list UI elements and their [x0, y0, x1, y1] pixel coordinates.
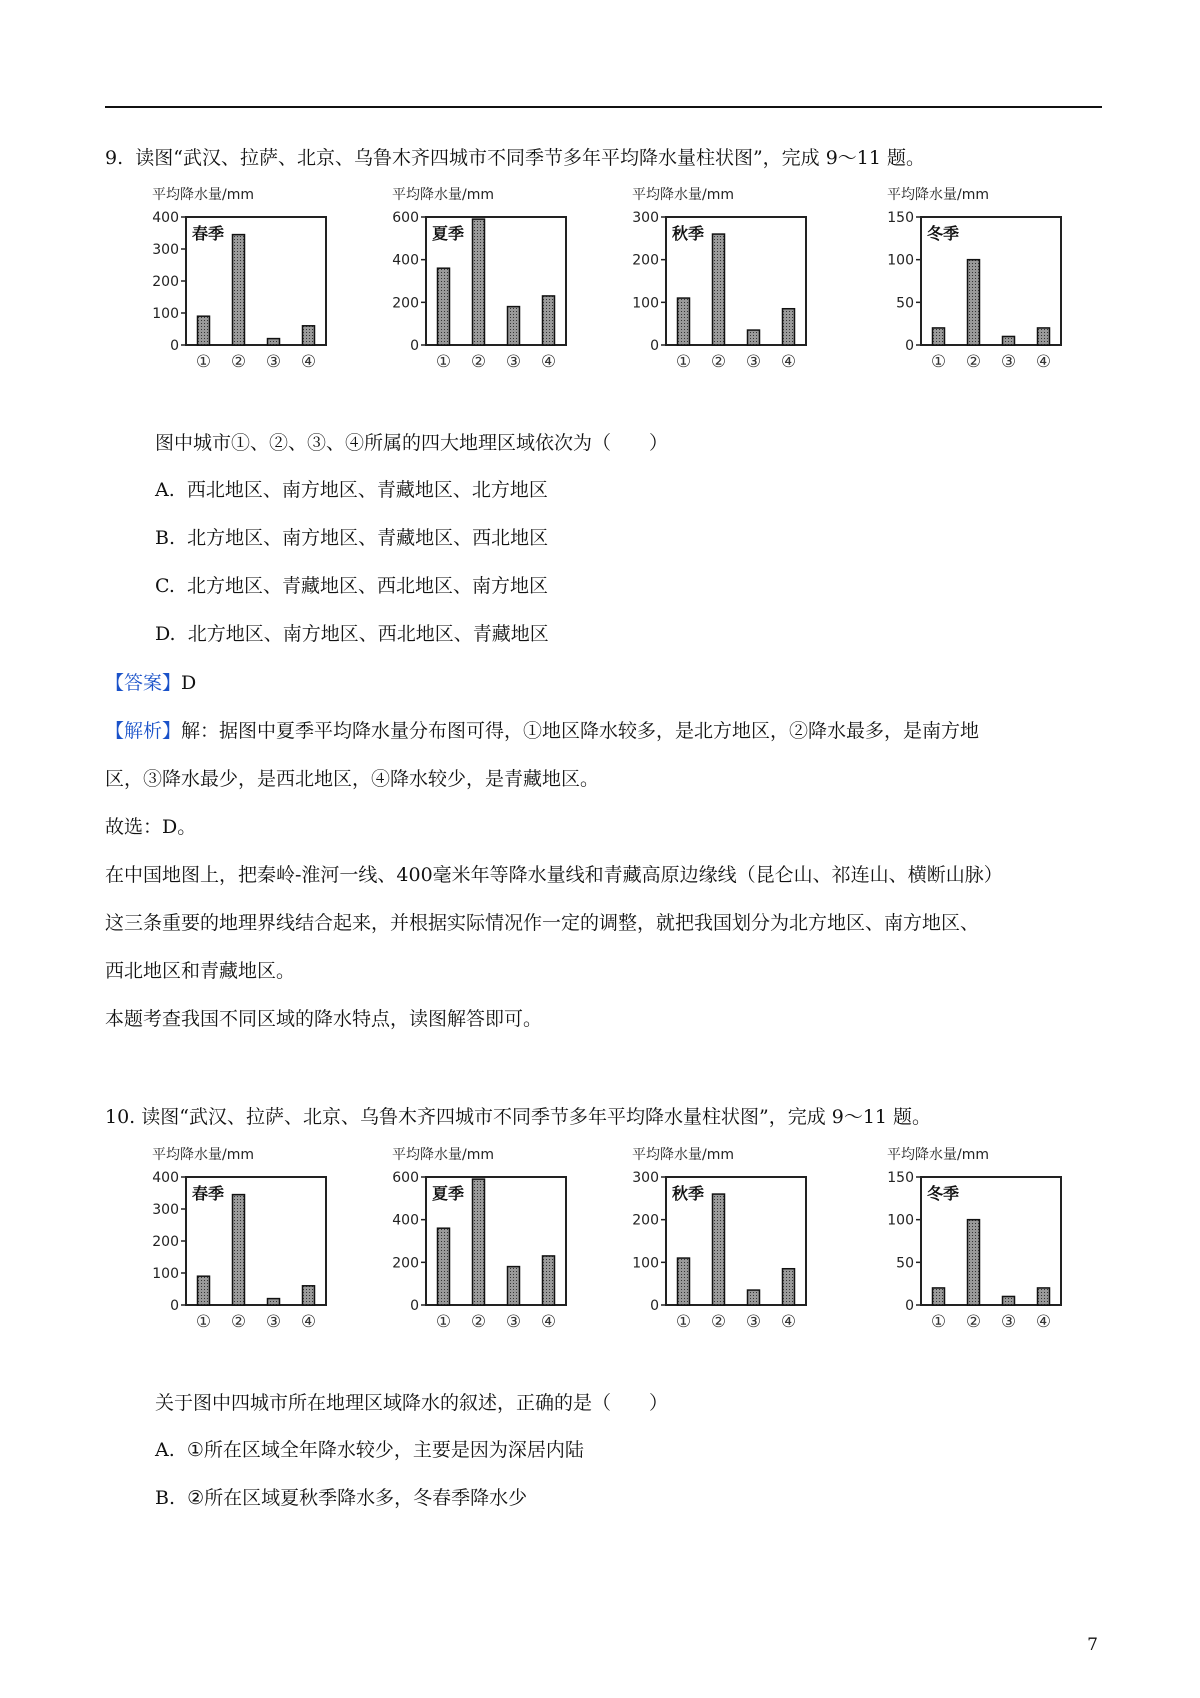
y-tick-label: 200	[152, 274, 179, 290]
x-tick-label: ①	[930, 1312, 947, 1332]
x-tick-label: ④	[780, 1312, 797, 1332]
header-rule	[105, 106, 1102, 108]
option-a[interactable]	[155, 477, 548, 503]
y-tick-label: 400	[152, 1170, 179, 1186]
y-axis-label: 平均降水量/mm	[632, 187, 734, 203]
option-text: 北方地区、南方地区、西北地区、青藏地区	[187, 623, 549, 645]
answer-tag: 【答案】	[105, 672, 182, 694]
season-title: 夏季	[432, 224, 465, 243]
y-tick-label: 50	[896, 295, 914, 312]
season-chart	[630, 185, 830, 385]
x-tick-label: ③	[745, 352, 762, 372]
season-title: 春季	[192, 1184, 225, 1203]
x-tick-label: ③	[265, 352, 282, 372]
x-tick-label: ④	[780, 352, 797, 372]
y-tick-label: 200	[632, 252, 659, 269]
season-chart-svg	[390, 1145, 590, 1345]
season-title: 夏季	[432, 1184, 465, 1203]
precipitation-charts-q9	[150, 185, 1080, 385]
season-chart	[150, 185, 350, 385]
y-tick-label: 0	[170, 338, 179, 354]
x-tick-label: ①	[930, 352, 947, 372]
question-number: 9.	[105, 147, 124, 169]
bar	[233, 235, 245, 345]
analysis-tag: 【解析】	[105, 720, 182, 742]
bar	[713, 234, 725, 345]
x-tick-label: ②	[965, 352, 982, 372]
y-tick-label: 400	[152, 210, 179, 226]
season-chart	[630, 1145, 830, 1345]
question-10-prompt: 关于图中四城市所在地理区域降水的叙述，正确的是（ ）	[155, 1392, 669, 1414]
x-tick-label: ④	[540, 1312, 557, 1332]
x-tick-label: ③	[1000, 1312, 1017, 1332]
y-tick-label: 300	[152, 242, 179, 258]
option-text: 北方地区、南方地区、青藏地区、西北地区	[187, 527, 549, 549]
bar	[933, 1288, 945, 1305]
x-tick-label: ④	[1035, 352, 1052, 372]
y-axis-label: 平均降水量/mm	[887, 187, 989, 203]
y-tick-label: 0	[410, 338, 419, 354]
analysis-text: 解：据图中夏季平均降水量分布图可得，①地区降水较多，是北方地区，②降水最多，是南方地	[181, 720, 980, 742]
y-tick-label: 0	[905, 1298, 914, 1314]
question-stem-text: 读图“武汉、拉萨、北京、乌鲁木齐四城市不同季节多年平均降水量柱状图”，完成 9～11 题。	[141, 1106, 932, 1128]
x-tick-label: ④	[540, 352, 557, 372]
y-axis-label: 平均降水量/mm	[152, 187, 254, 203]
question-10-stem	[105, 1104, 931, 1130]
x-tick-label: ④	[300, 352, 317, 372]
bar	[543, 1256, 555, 1305]
x-tick-label: ②	[710, 352, 727, 372]
season-chart	[885, 185, 1085, 385]
bar	[783, 309, 795, 345]
x-tick-label: ④	[1035, 1312, 1052, 1332]
y-tick-label: 0	[650, 1298, 659, 1314]
season-title: 冬季	[927, 224, 960, 243]
season-chart-svg	[630, 1145, 830, 1345]
x-tick-label: ①	[675, 1312, 692, 1332]
option-text: ②所在区域夏秋季降水多，冬春季降水少	[187, 1487, 528, 1509]
bar	[473, 219, 485, 345]
y-axis-label: 平均降水量/mm	[887, 1147, 989, 1163]
x-tick-label: ①	[675, 352, 692, 372]
y-tick-label: 0	[170, 1298, 179, 1314]
y-tick-label: 300	[632, 1170, 659, 1186]
analysis-line-6: 西北地区和青藏地区。	[105, 960, 296, 982]
y-tick-label: 100	[152, 1266, 179, 1282]
y-tick-label: 400	[392, 1212, 419, 1229]
bar	[968, 1220, 980, 1305]
bar	[1003, 1296, 1015, 1305]
bar	[438, 268, 450, 345]
x-tick-label: ③	[505, 352, 522, 372]
page-number: 7	[1087, 1635, 1098, 1655]
y-tick-label: 100	[632, 295, 659, 312]
bar	[1003, 336, 1015, 345]
season-chart	[150, 1145, 350, 1345]
option-label: A.	[155, 1439, 175, 1461]
option-b[interactable]	[155, 1485, 527, 1511]
analysis-line-4: 在中国地图上，把秦岭-淮河一线、400毫米年等降水量线和青藏高原边缘线（昆仑山、祁连山、横断山脉）	[105, 864, 1003, 886]
x-tick-label: ②	[230, 1312, 247, 1332]
analysis-line-5: 这三条重要的地理界线结合起来，并根据实际情况作一定的调整，就把我国划分为北方地区、南方地区、	[105, 912, 980, 934]
analysis-line-3: 故选：D。	[105, 816, 197, 838]
y-axis-label: 平均降水量/mm	[392, 187, 494, 203]
bar	[713, 1194, 725, 1305]
option-text: 北方地区、青藏地区、西北地区、南方地区	[187, 575, 549, 597]
bar	[508, 307, 520, 345]
season-title: 春季	[192, 224, 225, 243]
bar	[968, 260, 980, 345]
precipitation-charts-q10	[150, 1145, 1080, 1345]
bar	[508, 1267, 520, 1305]
y-tick-label: 200	[392, 1255, 419, 1272]
analysis-line-1	[105, 718, 979, 744]
y-tick-label: 100	[632, 1255, 659, 1272]
question-9-prompt: 图中城市①、②、③、④所属的四大地理区域依次为（ ）	[155, 432, 669, 454]
bar	[678, 298, 690, 345]
option-d[interactable]	[155, 621, 549, 647]
season-chart-svg	[885, 1145, 1085, 1345]
season-title: 冬季	[927, 1184, 960, 1203]
bar	[268, 339, 280, 345]
y-tick-label: 0	[905, 338, 914, 354]
y-tick-label: 0	[410, 1298, 419, 1314]
option-label: A.	[155, 479, 175, 501]
x-tick-label: ③	[1000, 352, 1017, 372]
y-tick-label: 100	[887, 1212, 914, 1229]
bar	[1038, 328, 1050, 345]
season-chart-svg	[885, 185, 1085, 385]
question-number: 10.	[105, 1106, 136, 1128]
y-tick-label: 300	[152, 1202, 179, 1218]
x-tick-label: ②	[470, 1312, 487, 1332]
option-text: 西北地区、南方地区、青藏地区、北方地区	[186, 479, 548, 501]
season-chart	[390, 1145, 590, 1345]
y-tick-label: 600	[392, 210, 419, 226]
x-tick-label: ④	[300, 1312, 317, 1332]
y-tick-label: 200	[392, 295, 419, 312]
bar	[748, 1290, 760, 1305]
x-tick-label: ①	[195, 1312, 212, 1332]
season-chart-svg	[390, 185, 590, 385]
x-tick-label: ①	[435, 1312, 452, 1332]
analysis-line-7: 本题考查我国不同区域的降水特点，读图解答即可。	[105, 1008, 543, 1030]
option-label: B.	[155, 1487, 176, 1509]
option-label: C.	[155, 575, 175, 597]
y-tick-label: 600	[392, 1170, 419, 1186]
option-b[interactable]	[155, 525, 548, 551]
season-chart-svg	[630, 185, 830, 385]
x-tick-label: ①	[195, 352, 212, 372]
y-tick-label: 150	[887, 210, 914, 226]
option-label: B.	[155, 527, 176, 549]
bar	[748, 330, 760, 345]
bar	[543, 296, 555, 345]
y-tick-label: 400	[392, 252, 419, 269]
x-tick-label: ③	[505, 1312, 522, 1332]
y-tick-label: 0	[650, 338, 659, 354]
x-tick-label: ③	[745, 1312, 762, 1332]
x-tick-label: ②	[230, 352, 247, 372]
x-tick-label: ③	[265, 1312, 282, 1332]
bar	[233, 1195, 245, 1305]
bar	[268, 1299, 280, 1305]
question-stem-text: 读图“武汉、拉萨、北京、乌鲁木齐四城市不同季节多年平均降水量柱状图”，完成 9～11 题。	[135, 147, 926, 169]
season-chart	[390, 185, 590, 385]
bar	[1038, 1288, 1050, 1305]
bar	[303, 326, 315, 345]
season-chart-svg	[150, 1145, 350, 1345]
x-tick-label: ①	[435, 352, 452, 372]
option-label: D.	[155, 623, 176, 645]
y-axis-label: 平均降水量/mm	[392, 1147, 494, 1163]
y-tick-label: 50	[896, 1255, 914, 1272]
y-tick-label: 150	[887, 1170, 914, 1186]
option-c[interactable]	[155, 573, 548, 599]
season-title: 秋季	[672, 1184, 705, 1203]
bar	[783, 1269, 795, 1305]
y-axis-label: 平均降水量/mm	[632, 1147, 734, 1163]
answer-value: D	[181, 672, 197, 694]
question-9-stem	[105, 145, 925, 171]
bar	[198, 1276, 210, 1305]
x-tick-label: ②	[965, 1312, 982, 1332]
analysis-line-2: 区，③降水最少，是西北地区，④降水较少，是青藏地区。	[105, 768, 600, 790]
bar	[678, 1258, 690, 1305]
x-tick-label: ②	[470, 352, 487, 372]
y-tick-label: 100	[152, 306, 179, 322]
y-tick-label: 200	[632, 1212, 659, 1229]
bar	[303, 1286, 315, 1305]
y-axis-label: 平均降水量/mm	[152, 1147, 254, 1163]
season-title: 秋季	[672, 224, 705, 243]
bar	[473, 1179, 485, 1305]
bar	[933, 328, 945, 345]
bar	[198, 316, 210, 345]
answer-line	[105, 670, 196, 696]
option-text: ①所在区域全年降水较少，主要是因为深居内陆	[186, 1439, 584, 1461]
y-tick-label: 200	[152, 1234, 179, 1250]
y-tick-label: 300	[632, 210, 659, 226]
season-chart	[885, 1145, 1085, 1345]
option-a[interactable]	[155, 1437, 584, 1463]
bar	[438, 1228, 450, 1305]
y-tick-label: 100	[887, 252, 914, 269]
x-tick-label: ②	[710, 1312, 727, 1332]
season-chart-svg	[150, 185, 350, 385]
